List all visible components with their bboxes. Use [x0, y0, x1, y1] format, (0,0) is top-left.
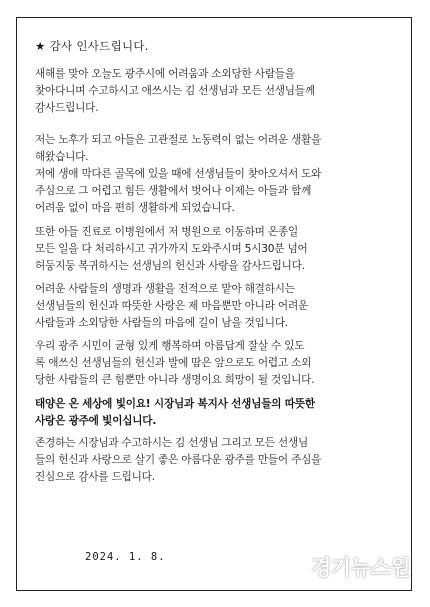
text-line: 우리 광주 시민이 균형 있게 행복하며 아름답게 잘살 수 있도 — [35, 340, 305, 352]
text-line: 사랑은 광주에 빛이십니다. — [35, 415, 157, 427]
letter-paragraph — [35, 132, 403, 166]
letter-paragraph — [35, 435, 403, 486]
letter-paragraph — [35, 166, 403, 217]
letter-date: 2024. 1. 8. — [85, 551, 166, 563]
text-line: 주심으로 그 어렵고 힘든 생활에서 벗어나 이제는 아들과 함께 — [35, 185, 312, 197]
text-line: 사람들과 소외당한 사람들의 마음에 길이 남을 것입니다. — [35, 317, 288, 329]
text-line: 저는 노후가 되고 아들은 고관절로 노동력이 없는 어려운 생활을 — [35, 134, 322, 146]
text-line: 어려움 없이 마음 편히 생활하게 되었습니다. — [35, 202, 235, 214]
text-line: 록 애쓰신 선생님들의 헌신과 발에 땀은 앞으로도 어렵고 소외 — [35, 357, 312, 369]
publisher-watermark: 경기뉴스원 — [311, 556, 410, 580]
letter-paragraph — [35, 66, 403, 117]
text-line: 존경하는 시장님과 수고하시는 김 선생님 그리고 모든 선생님 — [35, 437, 309, 449]
letter-paragraph — [35, 338, 403, 389]
text-line: 선생님들의 헌신과 따뜻한 사랑은 제 마음뿐만 아니라 어려운 — [35, 300, 309, 312]
text-line: 감사드립니다. — [35, 102, 99, 114]
text-line: 또한 아들 진료로 이병원에서 저 병원으로 이동하며 온종일 — [35, 226, 298, 238]
letter-paragraph-emphasis — [35, 396, 403, 430]
text-line: 진심으로 감사를 드립니다. — [35, 471, 155, 483]
text-line: 해왔습니다. — [35, 151, 89, 163]
text-line: 모든 일을 다 처리하시고 귀가까지 도와주시며 5시30분 넘어 — [35, 243, 308, 255]
text-line: 들의 헌신과 사랑으로 살기 좋은 아름다운 광주를 만들어 주심을 — [35, 454, 322, 466]
letter-paragraph — [35, 224, 403, 275]
letter-frame — [16, 17, 412, 591]
text-line: 어려운 사람들의 생명과 생활을 전적으로 맡아 해결하시는 — [35, 283, 295, 295]
text-line: 태양은 온 세상에 빛이요! 시장님과 복지사 선생님들의 따뜻한 — [35, 398, 315, 410]
text-line: 저에 생애 막다른 골목에 있을 때에 선생님들이 찾아오셔서 도와 — [35, 168, 322, 180]
text-line: 당한 사람들의 큰 힘뿐만 아니라 생명이요 희망이 될 것입니다. — [35, 374, 315, 386]
text-line: 찾아다니며 수고하시고 애쓰시는 김 선생님과 모든 선생님들께 — [35, 85, 315, 97]
text-line: 허둥지둥 복귀하시는 선생님의 헌신과 사랑을 감사드립니다. — [35, 260, 305, 272]
letter-paragraph — [35, 281, 403, 332]
letter-title: ★ 감사 인사드립니다. — [35, 39, 149, 53]
text-line: 새해를 맞아 오늘도 광주시에 어려움과 소외당한 사람들을 — [35, 68, 295, 80]
